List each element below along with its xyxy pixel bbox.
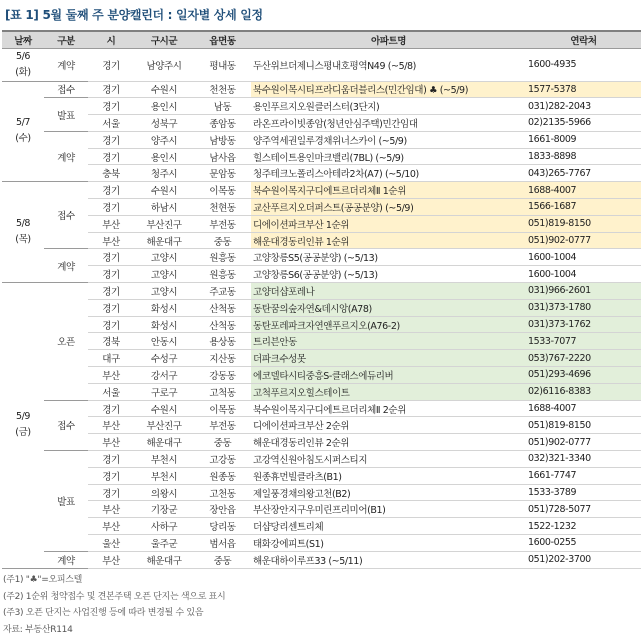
table-row (2, 535, 641, 552)
si-cell: 부산 (88, 501, 134, 518)
contact-cell: 031)282-2043 (526, 98, 641, 115)
apartment-name-cell: 양주역세권일루경채위너스카이 (~5/9) (251, 131, 526, 148)
gusigun-cell: 강서구 (134, 367, 194, 384)
apartment-name-cell: 동탄꿈의숲자연&데시앙(A78) (251, 299, 526, 316)
contact-cell: 031)373-1780 (526, 299, 641, 316)
si-cell: 서울 (88, 383, 134, 400)
gusigun-cell: 부천시 (134, 467, 194, 484)
footnotes (3, 572, 225, 638)
contact-cell: 043)265-7767 (526, 165, 641, 182)
table-row (2, 434, 641, 451)
eupmyeondong-cell: 남사읍 (194, 148, 251, 165)
table-row (2, 131, 641, 148)
contact-cell: 031)966-2601 (526, 283, 641, 300)
eupmyeondong-cell: 중동 (194, 551, 251, 568)
si-cell: 경기 (88, 182, 134, 199)
si-cell: 경기 (88, 81, 134, 98)
apartment-name-cell: 용인푸르지오원클러스터(3단지) (251, 98, 526, 115)
apartment-name-cell: 고척푸르지오힐스테이트 (251, 383, 526, 400)
type-cell: 접수 (44, 182, 88, 249)
date-day: 5/6 (15, 50, 31, 62)
contact-cell: 051)202-3700 (526, 551, 641, 568)
type-cell: 접수 (44, 400, 88, 450)
table-row (2, 518, 641, 535)
contact-cell: 051)293-4696 (526, 367, 641, 384)
si-cell: 부산 (88, 551, 134, 568)
table-row (2, 283, 641, 300)
type-cell: 발표 (44, 451, 88, 552)
contact-cell: 051)902-0777 (526, 434, 641, 451)
gusigun-cell: 화성시 (134, 299, 194, 316)
table-title: [표 1] 5월 둘째 주 분양캘린더 : 일자별 상세 일정 (5, 8, 263, 22)
table-row (2, 182, 641, 199)
gusigun-cell: 기장군 (134, 501, 194, 518)
gusigun-cell: 부산진구 (134, 215, 194, 232)
eupmyeondong-cell: 천천동 (194, 81, 251, 98)
eupmyeondong-cell: 천현동 (194, 199, 251, 216)
si-cell: 부산 (88, 215, 134, 232)
eupmyeondong-cell: 부전동 (194, 417, 251, 434)
contact-cell: 02)6116-8383 (526, 383, 641, 400)
apartment-name-cell: 고강역신원아침도시퍼스티지 (251, 451, 526, 468)
si-cell: 경기 (88, 283, 134, 300)
apartment-name-cell: 해운대하이루프33 (~5/11) (251, 551, 526, 568)
type-cell: 계약 (44, 48, 88, 81)
gusigun-cell: 고양시 (134, 266, 194, 283)
contact-cell: 1600-4935 (526, 48, 641, 81)
date-weekday: (목) (15, 234, 31, 246)
table-row (2, 199, 641, 216)
gusigun-cell: 성북구 (134, 115, 194, 132)
apartment-name-cell: 북수원이목지구디에트르더리체Ⅱ 2순위 (251, 400, 526, 417)
si-cell: 경기 (88, 249, 134, 266)
si-cell: 경기 (88, 316, 134, 333)
contact-cell: 1600-1004 (526, 266, 641, 283)
eupmyeondong-cell: 산척동 (194, 299, 251, 316)
header-si: 시 (88, 31, 134, 48)
apartment-name-cell: 디에이션파크부산 1순위 (251, 215, 526, 232)
eupmyeondong-cell: 이목동 (194, 182, 251, 199)
contact-cell: 053)767-2220 (526, 350, 641, 367)
gusigun-cell: 남양주시 (134, 48, 194, 81)
apartment-name-cell: 트리븐안동 (251, 333, 526, 350)
si-cell: 부산 (88, 417, 134, 434)
apartment-name-cell: 북수원이목시티프라디움더블리스(민간임대) ♣ (~5/9) (251, 81, 526, 98)
gusigun-cell: 청주시 (134, 165, 194, 182)
apartment-name-cell: 동탄포레파크자연앤푸르지오(A76-2) (251, 316, 526, 333)
date-weekday: (화) (15, 66, 31, 78)
header-type: 구분 (44, 31, 88, 48)
type-cell: 오픈 (44, 283, 88, 401)
table-row (2, 148, 641, 165)
eupmyeondong-cell: 강동동 (194, 367, 251, 384)
contact-cell: 1566-1687 (526, 199, 641, 216)
contact-cell: 051)902-0777 (526, 232, 641, 249)
source-note: 자료: 부동산R114 (3, 624, 73, 635)
si-cell: 부산 (88, 518, 134, 535)
header-apartment: 아파트명 (251, 31, 526, 48)
date-day: 5/7 (15, 117, 31, 129)
eupmyeondong-cell: 원흥동 (194, 266, 251, 283)
eupmyeondong-cell: 당리동 (194, 518, 251, 535)
si-cell: 경기 (88, 266, 134, 283)
table-row (2, 48, 641, 81)
contact-cell: 1833-8898 (526, 148, 641, 165)
schedule-table-wrap (2, 30, 641, 569)
type-cell: 접수 (44, 81, 88, 98)
apartment-name-cell: 힐스테이트용인마크밸리(7BL) (~5/9) (251, 148, 526, 165)
table-row (2, 316, 641, 333)
date-day: 5/8 (15, 218, 31, 230)
table-row (2, 115, 641, 132)
contact-cell: 051)819-8150 (526, 215, 641, 232)
apartment-name-cell: 에코델타시티중흥S-클래스에듀리버 (251, 367, 526, 384)
footnote-3: (주3) 오픈 단지는 사업진행 등에 따라 변경될 수 있음 (3, 608, 204, 618)
si-cell: 부산 (88, 232, 134, 249)
eupmyeondong-cell: 부전동 (194, 215, 251, 232)
apartment-name-cell: 라온프라이빗종암(청년안심주택)민간임대 (251, 115, 526, 132)
contact-cell: 051)819-8150 (526, 417, 641, 434)
footnote-1: (주1) "♣"=오피스텔 (3, 575, 83, 585)
eupmyeondong-cell: 중동 (194, 232, 251, 249)
eupmyeondong-cell: 평내동 (194, 48, 251, 81)
eupmyeondong-cell: 범서읍 (194, 535, 251, 552)
contact-cell: 1600-1004 (526, 249, 641, 266)
apartment-name-cell: 고양창릉S6(공공분양) (~5/13) (251, 266, 526, 283)
eupmyeondong-cell: 장안읍 (194, 501, 251, 518)
table-row (2, 232, 641, 249)
table-row (2, 98, 641, 115)
eupmyeondong-cell: 남동 (194, 98, 251, 115)
eupmyeondong-cell: 이목동 (194, 400, 251, 417)
contact-cell: 1688-4007 (526, 182, 641, 199)
contact-cell: 1577-5378 (526, 81, 641, 98)
gusigun-cell: 고양시 (134, 283, 194, 300)
gusigun-cell: 부천시 (134, 451, 194, 468)
apartment-name-cell: 고양더샵포레나 (251, 283, 526, 300)
eupmyeondong-cell: 지산동 (194, 350, 251, 367)
apartment-name-cell: 교산푸르지오더퍼스트(공공분양) (~5/9) (251, 199, 526, 216)
date-weekday: (수) (15, 133, 31, 145)
table-row (2, 451, 641, 468)
table-row (2, 484, 641, 501)
eupmyeondong-cell: 고척동 (194, 383, 251, 400)
schedule-table (2, 30, 641, 569)
contact-cell: 1661-7747 (526, 467, 641, 484)
eupmyeondong-cell: 원종동 (194, 467, 251, 484)
si-cell: 충북 (88, 165, 134, 182)
si-cell: 경기 (88, 467, 134, 484)
si-cell: 경기 (88, 131, 134, 148)
date-cell (2, 182, 44, 283)
table-row (2, 367, 641, 384)
gusigun-cell: 해운대구 (134, 551, 194, 568)
header-gusigun: 구시군 (134, 31, 194, 48)
si-cell: 서울 (88, 115, 134, 132)
gusigun-cell: 안동시 (134, 333, 194, 350)
apartment-name-cell: 제일풍경채의왕고천(B2) (251, 484, 526, 501)
apartment-name-cell: 부산장안지구우미린프리미어(B1) (251, 501, 526, 518)
type-cell: 계약 (44, 551, 88, 568)
eupmyeondong-cell: 남방동 (194, 131, 251, 148)
table-row (2, 165, 641, 182)
si-cell: 경기 (88, 199, 134, 216)
date-day: 5/9 (15, 411, 31, 423)
table-row (2, 249, 641, 266)
eupmyeondong-cell: 용상동 (194, 333, 251, 350)
si-cell: 경기 (88, 451, 134, 468)
contact-cell: 031)373-1762 (526, 316, 641, 333)
si-cell: 부산 (88, 367, 134, 384)
eupmyeondong-cell: 종암동 (194, 115, 251, 132)
contact-cell: 1688-4007 (526, 400, 641, 417)
apartment-name-cell: 더파크수성못 (251, 350, 526, 367)
table-row (2, 299, 641, 316)
table-row (2, 467, 641, 484)
gusigun-cell: 수성구 (134, 350, 194, 367)
eupmyeondong-cell: 원흥동 (194, 249, 251, 266)
table-row (2, 383, 641, 400)
apartment-name-cell: 원종휴먼빌클라츠(B1) (251, 467, 526, 484)
date-cell (2, 48, 44, 81)
footnote-2: (주2) 1순위 청약접수 및 견본주택 오픈 단지는 색으로 표시 (3, 591, 226, 602)
si-cell: 경기 (88, 400, 134, 417)
header-contact: 연락처 (526, 31, 641, 48)
contact-cell: 032)321-3340 (526, 451, 641, 468)
apartment-name-cell: 고양창릉S5(공공분양) (~5/13) (251, 249, 526, 266)
contact-cell: 1522-1232 (526, 518, 641, 535)
gusigun-cell: 고양시 (134, 249, 194, 266)
eupmyeondong-cell: 주교동 (194, 283, 251, 300)
eupmyeondong-cell: 문암동 (194, 165, 251, 182)
apartment-name-cell: 해운대경동리인뷰 1순위 (251, 232, 526, 249)
table-row (2, 551, 641, 568)
gusigun-cell: 수원시 (134, 81, 194, 98)
type-cell: 계약 (44, 249, 88, 283)
table-row (2, 215, 641, 232)
gusigun-cell: 하남시 (134, 199, 194, 216)
header-date: 날짜 (2, 31, 44, 48)
header-eupmyeondong: 읍면동 (194, 31, 251, 48)
header-row (2, 31, 641, 48)
table-row (2, 501, 641, 518)
table-row (2, 417, 641, 434)
contact-cell: 1533-3789 (526, 484, 641, 501)
gusigun-cell: 구로구 (134, 383, 194, 400)
gusigun-cell: 양주시 (134, 131, 194, 148)
table-row (2, 350, 641, 367)
gusigun-cell: 부산진구 (134, 417, 194, 434)
si-cell: 경기 (88, 148, 134, 165)
gusigun-cell: 화성시 (134, 316, 194, 333)
table-row (2, 81, 641, 98)
apartment-name-cell: 두산위브더제니스평내호평역N49 (~5/8) (251, 48, 526, 81)
gusigun-cell: 해운대구 (134, 232, 194, 249)
contact-cell: 1661-8009 (526, 131, 641, 148)
gusigun-cell: 용인시 (134, 148, 194, 165)
si-cell: 울산 (88, 535, 134, 552)
si-cell: 부산 (88, 434, 134, 451)
contact-cell: 051)728-5077 (526, 501, 641, 518)
date-cell (2, 81, 44, 182)
contact-cell: 1600-0255 (526, 535, 641, 552)
apartment-name-cell: 태화강에피트(S1) (251, 535, 526, 552)
gusigun-cell: 해운대구 (134, 434, 194, 451)
table-row (2, 400, 641, 417)
gusigun-cell: 의왕시 (134, 484, 194, 501)
eupmyeondong-cell: 중동 (194, 434, 251, 451)
apartment-name-cell: 더샵당리센트리체 (251, 518, 526, 535)
gusigun-cell: 울주군 (134, 535, 194, 552)
type-cell: 발표 (44, 98, 88, 132)
type-cell: 계약 (44, 131, 88, 181)
date-cell (2, 283, 44, 569)
si-cell: 경북 (88, 333, 134, 350)
eupmyeondong-cell: 고강동 (194, 451, 251, 468)
eupmyeondong-cell: 산척동 (194, 316, 251, 333)
table-row (2, 266, 641, 283)
si-cell: 경기 (88, 299, 134, 316)
contact-cell: 02)2135-5966 (526, 115, 641, 132)
si-cell: 경기 (88, 98, 134, 115)
gusigun-cell: 용인시 (134, 98, 194, 115)
apartment-name-cell: 디에이션파크부산 2순위 (251, 417, 526, 434)
gusigun-cell: 사하구 (134, 518, 194, 535)
gusigun-cell: 수원시 (134, 182, 194, 199)
apartment-name-cell: 해운대경동리인뷰 2순위 (251, 434, 526, 451)
si-cell: 경기 (88, 484, 134, 501)
si-cell: 경기 (88, 48, 134, 81)
contact-cell: 1533-7077 (526, 333, 641, 350)
table-row (2, 333, 641, 350)
apartment-name-cell: 북수원이목지구디에트르더리체Ⅱ 1순위 (251, 182, 526, 199)
si-cell: 대구 (88, 350, 134, 367)
date-weekday: (금) (15, 427, 31, 439)
eupmyeondong-cell: 고천동 (194, 484, 251, 501)
gusigun-cell: 수원시 (134, 400, 194, 417)
apartment-name-cell: 청주테크노폴리스아테라2차(A7) (~5/10) (251, 165, 526, 182)
